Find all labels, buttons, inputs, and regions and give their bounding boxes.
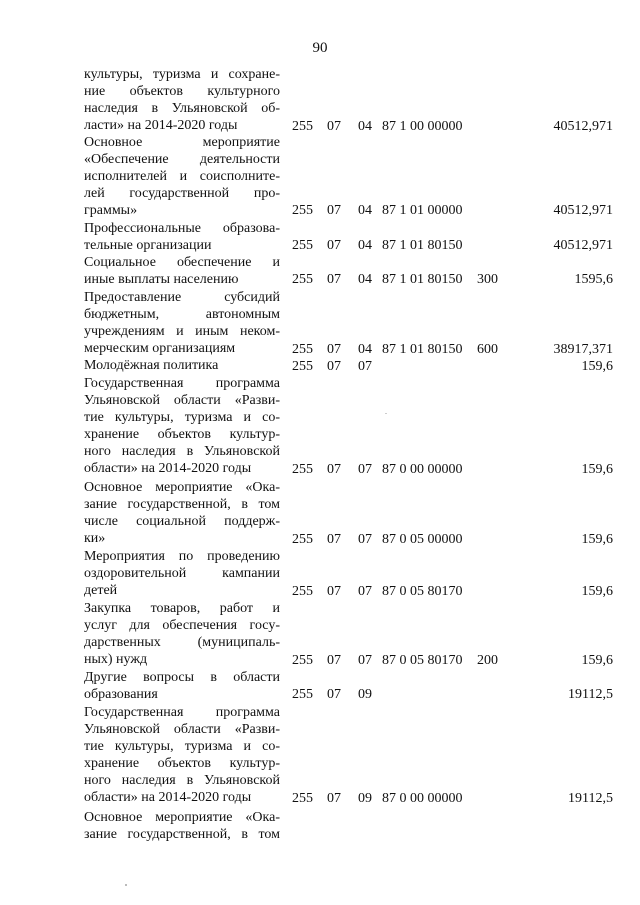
description-line: граммы» bbox=[84, 202, 138, 218]
description-line: иные выплаты населению bbox=[84, 271, 239, 287]
code-rz: 07 bbox=[327, 653, 341, 668]
description-line: бюджетным, автономным bbox=[84, 306, 280, 322]
code-rz: 07 bbox=[327, 532, 341, 547]
code-pr: 04 bbox=[358, 342, 372, 357]
description-line: наследия в Ульяновской об- bbox=[84, 100, 280, 116]
description-line: лей государственной про- bbox=[84, 185, 280, 201]
code-csr: 87 1 01 80150 bbox=[382, 238, 463, 253]
code-pr: 07 bbox=[358, 462, 372, 477]
code-csr: 87 1 01 80150 bbox=[382, 342, 463, 357]
row-sum: 19112,5 bbox=[568, 791, 613, 806]
code-pr: 09 bbox=[358, 687, 372, 702]
row-sum: 159,6 bbox=[581, 462, 613, 477]
code-grbs: 255 bbox=[292, 532, 313, 547]
description-line: оздоровительной кампании bbox=[84, 565, 280, 581]
code-rz: 07 bbox=[327, 119, 341, 134]
code-rz: 07 bbox=[327, 238, 341, 253]
code-grbs: 255 bbox=[292, 462, 313, 477]
description-line: Ульяновской области «Разви- bbox=[84, 392, 280, 408]
description-line: ние объектов культурного bbox=[84, 83, 280, 99]
row-sum: 38917,371 bbox=[553, 342, 613, 357]
description-line: «Обеспечение деятельности bbox=[84, 151, 280, 167]
description-line: Предоставление субсидий bbox=[84, 290, 280, 305]
code-rz: 07 bbox=[327, 791, 341, 806]
description-line: ного наследия в Ульяновской bbox=[84, 443, 280, 459]
row-sum: 159,6 bbox=[581, 359, 613, 374]
description-line: Основное мероприятие «Ока- bbox=[84, 480, 280, 495]
code-csr: 87 0 05 00000 bbox=[382, 532, 463, 547]
code-vr: 200 bbox=[477, 653, 498, 668]
code-pr: 07 bbox=[358, 584, 372, 599]
code-csr: 87 1 00 00000 bbox=[382, 119, 463, 134]
code-csr: 87 0 00 00000 bbox=[382, 791, 463, 806]
description-line: хранение объектов культур- bbox=[84, 426, 280, 442]
description-line: области» на 2014-2020 годы bbox=[84, 460, 252, 476]
code-grbs: 255 bbox=[292, 359, 313, 374]
code-vr: 600 bbox=[477, 342, 498, 357]
code-grbs: 255 bbox=[292, 584, 313, 599]
code-pr: 04 bbox=[358, 272, 372, 287]
description-line: области» на 2014-2020 годы bbox=[84, 789, 252, 805]
code-rz: 07 bbox=[327, 462, 341, 477]
row-sum: 40512,971 bbox=[553, 203, 613, 218]
description-line: Государственная программа bbox=[84, 376, 280, 391]
description-line: учреждениям и иным неком- bbox=[84, 323, 280, 339]
description-line: ласти» на 2014-2020 годы bbox=[84, 117, 238, 133]
code-rz: 07 bbox=[327, 342, 341, 357]
description-line: культуры, туризма и сохране- bbox=[84, 67, 280, 82]
code-pr: 07 bbox=[358, 653, 372, 668]
description-line: Ульяновской области «Разви- bbox=[84, 721, 280, 737]
description-line: числе социальной поддерж- bbox=[84, 513, 280, 529]
description-line: Закупка товаров, работ и bbox=[84, 601, 280, 616]
description-line: Профессиональные образова- bbox=[84, 221, 280, 236]
row-sum: 159,6 bbox=[581, 532, 613, 547]
code-csr: 87 1 01 00000 bbox=[382, 203, 463, 218]
description-line: ных) нужд bbox=[84, 651, 148, 667]
code-vr: 300 bbox=[477, 272, 498, 287]
code-pr: 07 bbox=[358, 359, 372, 374]
code-rz: 07 bbox=[327, 203, 341, 218]
row-sum: 159,6 bbox=[581, 653, 613, 668]
row-sum: 1595,6 bbox=[574, 272, 613, 287]
description-line: Мероприятия по проведению bbox=[84, 549, 280, 564]
code-pr: 04 bbox=[358, 203, 372, 218]
code-rz: 07 bbox=[327, 272, 341, 287]
code-grbs: 255 bbox=[292, 791, 313, 806]
scan-speck bbox=[125, 884, 127, 886]
code-grbs: 255 bbox=[292, 272, 313, 287]
description-line: Государственная программа bbox=[84, 705, 280, 720]
description-line: тие культуры, туризма и со- bbox=[84, 738, 280, 754]
description-line: Другие вопросы в области bbox=[84, 670, 280, 685]
code-csr: 87 0 00 00000 bbox=[382, 462, 463, 477]
page-number: 90 bbox=[312, 40, 328, 56]
code-csr: 87 1 01 80150 bbox=[382, 272, 463, 287]
code-pr: 07 bbox=[358, 532, 372, 547]
code-grbs: 255 bbox=[292, 203, 313, 218]
description-line: Молодёжная политика bbox=[84, 358, 219, 373]
row-description bbox=[84, 810, 280, 844]
description-line: дарственных (муниципаль- bbox=[84, 634, 280, 650]
code-csr: 87 0 05 80170 bbox=[382, 653, 463, 668]
code-csr: 87 0 05 80170 bbox=[382, 584, 463, 599]
code-grbs: 255 bbox=[292, 342, 313, 357]
code-rz: 07 bbox=[327, 359, 341, 374]
row-sum: 40512,971 bbox=[553, 119, 613, 134]
description-line: ного наследия в Ульяновской bbox=[84, 772, 280, 788]
code-pr: 09 bbox=[358, 791, 372, 806]
row-sum: 159,6 bbox=[581, 584, 613, 599]
code-rz: 07 bbox=[327, 584, 341, 599]
description-line: Основное мероприятие «Ока- bbox=[84, 810, 280, 825]
description-line: исполнителей и соисполните- bbox=[84, 168, 280, 184]
description-line: ки» bbox=[84, 530, 106, 546]
description-line: услуг для обеспечения госу- bbox=[84, 617, 280, 633]
code-grbs: 255 bbox=[292, 687, 313, 702]
description-line: образования bbox=[84, 686, 158, 702]
code-grbs: 255 bbox=[292, 653, 313, 668]
code-grbs: 255 bbox=[292, 238, 313, 253]
scan-speck bbox=[385, 413, 387, 414]
description-line: Основное мероприятие bbox=[84, 135, 280, 150]
description-line: мерческим организациям bbox=[84, 340, 236, 356]
code-pr: 04 bbox=[358, 119, 372, 134]
description-line: Социальное обеспечение и bbox=[84, 255, 280, 270]
code-grbs: 255 bbox=[292, 119, 313, 134]
code-rz: 07 bbox=[327, 687, 341, 702]
description-line: тие культуры, туризма и со- bbox=[84, 409, 280, 425]
description-line: хранение объектов культур- bbox=[84, 755, 280, 771]
row-sum: 40512,971 bbox=[553, 238, 613, 253]
description-line: детей bbox=[84, 582, 118, 598]
description-line: тельные организации bbox=[84, 237, 212, 253]
code-pr: 04 bbox=[358, 238, 372, 253]
description-line: зание государственной, в том bbox=[84, 826, 280, 842]
description-line: зание государственной, в том bbox=[84, 496, 280, 512]
row-sum: 19112,5 bbox=[568, 687, 613, 702]
